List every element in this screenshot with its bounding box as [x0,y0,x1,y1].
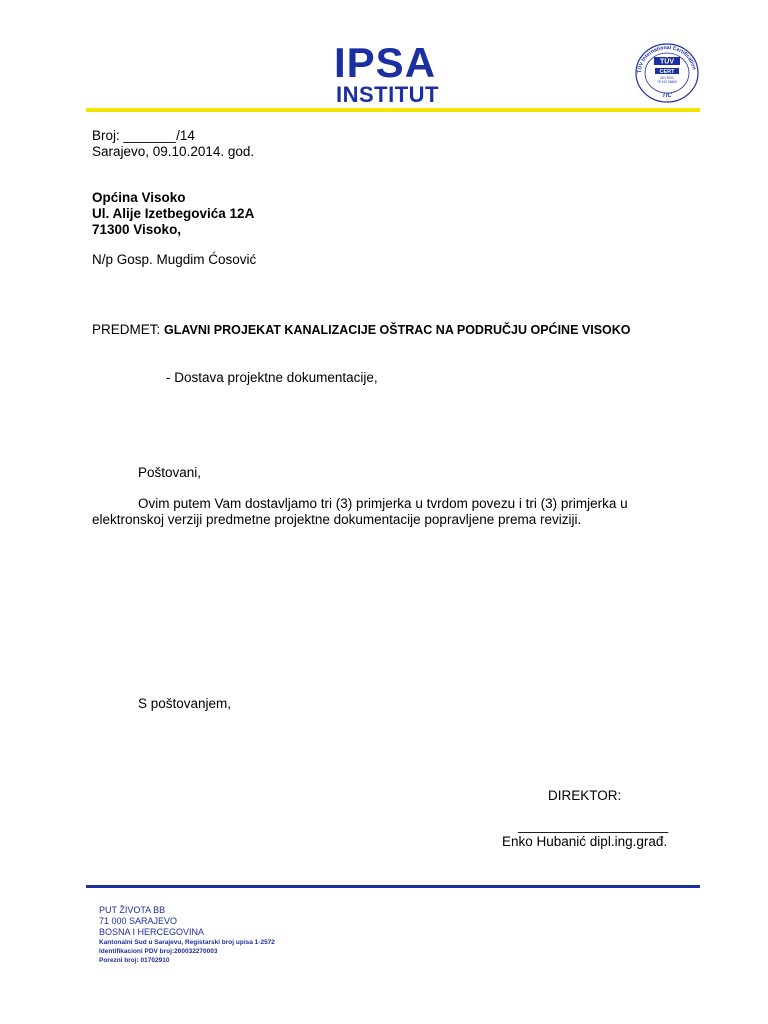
reference-number: Broj: _______/14 [92,128,195,143]
subject-line [92,322,631,338]
body-line-2: elektronskoj verziji predmetne projektne dokumentacije popravljene prema reviziji. [92,512,582,527]
footer-address-1: PUT ŽIVOTA BB [99,905,166,915]
cert-brand: TÜV [660,58,674,66]
tuv-cert-seal-icon [634,42,700,104]
logo-institut: INSTITUT [336,82,439,107]
recipient-city: 71300 Visoko, [92,222,182,237]
footer-address-3: BOSNA I HERCEGOVINA [99,927,205,937]
recipient-street [92,206,254,222]
recipient-name: Općina Visoko [92,190,186,205]
subject-text: GLAVNI PROJEKAT KANALIZACIJE OŠTRAC NA PODRUČJU OPĆINE VISOKO [164,323,631,337]
subject-item: - Dostava projektne dokumentacije, [166,370,378,385]
header-divider [86,108,700,112]
logo-ipsa: IPSA [334,39,437,86]
salutation: Poštovani, [138,465,202,480]
footer-tax-id: Porezni broj: 01702910 [99,957,170,964]
cert-bottom: TIC [662,93,672,99]
recipient-street-prefix: Ul. [92,206,110,221]
attention-line: N/p Gosp. Mugdim Ćosović [92,252,257,267]
footer-divider [86,885,700,888]
cert-arc-text: TÜV International Certification [636,44,697,74]
cert-small-2: 75 100 03660 [657,80,677,84]
footer-address-2: 71 000 SARAJEVO [99,916,178,926]
closing: S poštovanjem, [138,696,232,711]
cert-label: CERT [659,69,675,75]
footer-vat-id: Identifikacioni PDV broj:200032270003 [99,948,218,955]
footer-registration: Kantonalni Sud u Sarajevu, Registarski broj upisa 1-2572 [99,939,275,946]
signer-name: Enko Hubanić dipl.ing.građ. [502,834,668,849]
body-line-1: Ovim putem Vam dostavljamo tri (3) primjerka u tvrdom povezu i tri (3) primjerka u [138,496,628,511]
signer-title: DIREKTOR: [548,788,622,803]
signature-line: ____________________ [518,818,669,833]
date-place: Sarajevo, 09.10.2014. god. [92,144,255,159]
cert-small-1: ISO 9001 [660,76,674,80]
recipient-street-name: Alije Izetbegovića 12A [112,206,255,221]
subject-label: PREDMET: [92,322,161,337]
